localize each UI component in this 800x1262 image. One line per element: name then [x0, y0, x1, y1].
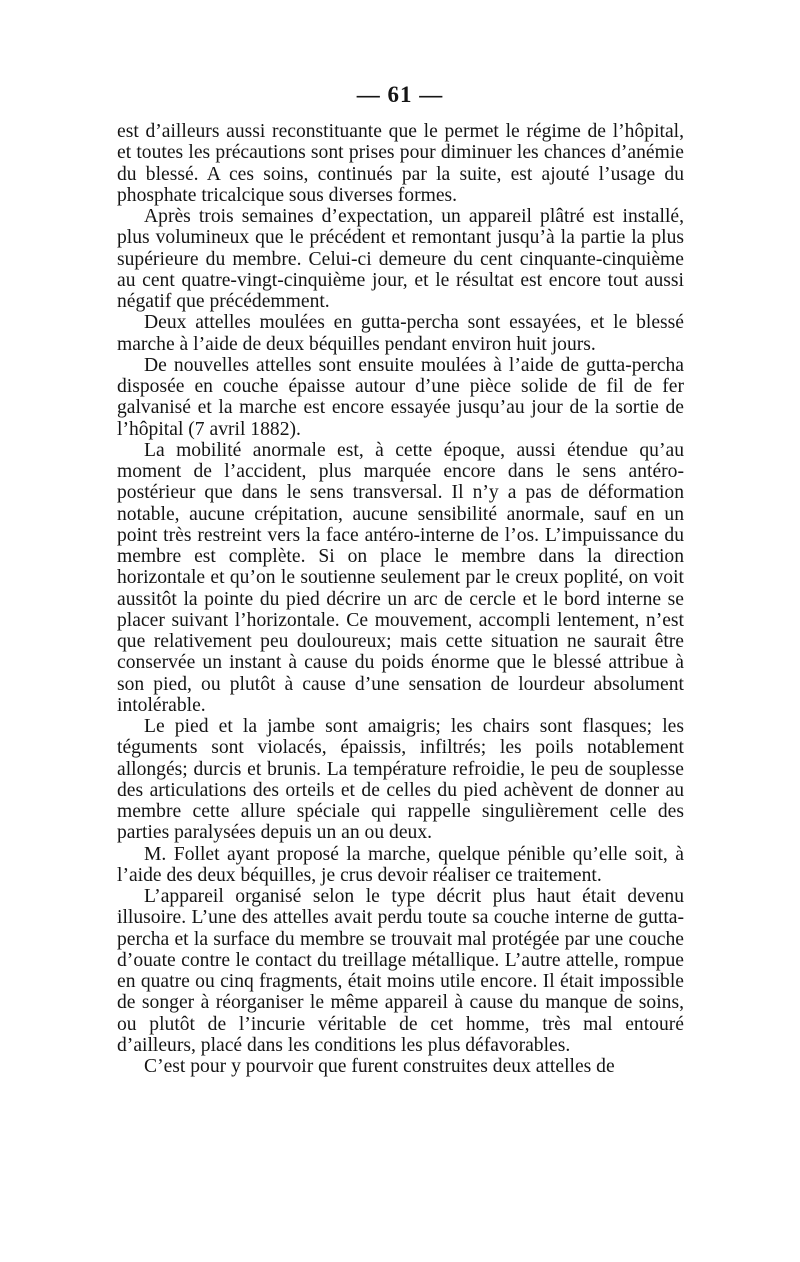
page-number: — 61 —	[356, 82, 444, 107]
paragraph: M. Follet ayant proposé la marche, quelque pénible qu’elle soit, à l’aide des deux béquilles, je crus devoir réaliser ce traitement.	[117, 843, 684, 886]
paragraph: Le pied et la jambe sont amaigris; les chairs sont flasques; les téguments sont violacés, épaissis, infiltrés; les poils notablement allongés; durcis et brunis. La température refroidie, le peu de souplesse des articulations des orteils et de celles du pied achèvent de donner au membre cette allure spéciale qui rappelle singulièrement celle des parties paralysées depuis un an ou deux.	[117, 716, 684, 844]
paragraph: C’est pour y pourvoir que furent construites deux attelles de	[144, 1056, 615, 1077]
paragraph: Après trois semaines d’expectation, un appareil plâtré est installé, plus volumineux que le précédent et remontant jusqu’à la partie la plus supérieure du membre. Celui-ci demeure du cent cinquante-cinquième au cent quatre-vingt-cinquième jour, et le résultat est encore tout aussi négatif que précédemment.	[117, 206, 684, 312]
paragraph: L’appareil organisé selon le type décrit plus haut était devenu illusoire. L’une des attelles avait perdu toute sa couche interne de gutta-percha et la surface du membre se trouvait mal protégée par une couche d’ouate contre le contact du treillage métallique. L’autre attelle, rompue en quatre ou cinq fragments, était moins utile encore. Il était impossible de songer à réorganiser le même appareil à cause du manque de soins, ou plutôt de l’incurie véritable de cet homme, très mal entouré d’ailleurs, placé dans les conditions les plus défavorables.	[117, 886, 684, 1056]
body-text	[117, 121, 684, 1077]
paragraph: De nouvelles attelles sont ensuite moulées à l’aide de gutta-percha disposée en couche épaisse autour d’une pièce solide de fil de fer galvanisé et la marche est encore essayée jusqu’au jour de la sortie de l’hôpital (7 avril 1882).	[117, 354, 684, 440]
paragraph: est d’ailleurs aussi reconstituante que le permet le régime de l’hôpital, et toutes les précautions sont prises pour diminuer les chances d’anémie du blessé. A ces soins, continués par la suite, est ajouté l’usage du phosphate tricalcique sous diverses formes.	[117, 121, 684, 206]
paragraph: La mobilité anormale est, à cette époque, aussi étendue qu’au moment de l’accident, plus marquée encore dans le sens antéro-postérieur que dans le sens transversal. Il n’y a pas de déformation notable, aucune crépitation, aucune sensibilité anormale, sauf en un point très restreint vers la face antéro-interne de l’os. L’impuissance du membre est complète. Si on place le membre dans la direction horizontale et qu’on le soutienne seulement par le creux poplité, on voit aussitôt la pointe du pied décrire un arc de cercle et le bord interne se placer suivant l’horizontale. Ce mouvement, accompli lentement, n’est que relativement peu douloureux; mais cette situation ne saurait être conservée un instant à cause du poids énorme que le blessé attribue à son pied, ou plutôt à cause d’une sensation de lourdeur absolument intolérable.	[117, 439, 684, 716]
paragraph: Deux attelles moulées en gutta-percha sont essayées, et le blessé marche à l’aide de deux béquilles pendant environ huit jours.	[117, 312, 684, 355]
